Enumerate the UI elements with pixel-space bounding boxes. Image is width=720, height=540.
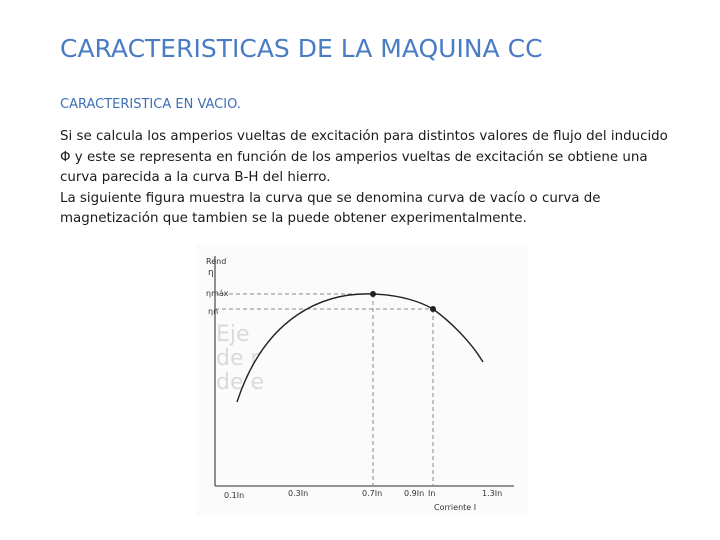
paragraph-description: Si se calcula los amperios vueltas de excitación para distintos valores de flujo del inducido Φ y este se representa en función de los amperios vueltas de excitación se obtiene una curva parecida a la curva B-H del hierro. <box>60 129 668 185</box>
section-heading: CARACTERISTICA EN VACIO. <box>60 97 241 112</box>
x-tick-label: 1.3In <box>482 489 503 498</box>
rated-efficiency-point <box>430 306 436 312</box>
x-tick-label: 0.3In <box>288 489 309 498</box>
faded-text-1: Eje <box>216 322 250 347</box>
y-label-rend: Rend <box>206 257 227 266</box>
paragraph-figure-intro: La siguiente figura muestra la curva que se denomina curva de vacío o curva de magnetización que tambien se la puede obtener experimentalmente. <box>60 190 601 226</box>
body-text <box>60 127 670 230</box>
x-tick-label: In <box>428 489 436 498</box>
y-label-eta-n: ηn <box>208 307 219 316</box>
y-label-eta: η <box>208 268 214 278</box>
x-tick-label: 0.7In <box>362 489 383 498</box>
faded-text-3: de e <box>216 370 265 395</box>
x-tick-label: 0.9In <box>404 489 425 498</box>
magnetization-curve-figure <box>196 244 528 516</box>
faded-text-2: de r <box>216 346 260 371</box>
slide-title: CARACTERISTICAS DE LA MAQUINA CC <box>60 34 543 63</box>
x-tick-label: 0.1In <box>224 491 245 500</box>
max-efficiency-point <box>370 291 376 297</box>
figure-svg <box>196 244 528 516</box>
x-axis-label: Corriente I <box>434 503 477 512</box>
y-label-eta-max: ηmáx <box>206 289 229 298</box>
